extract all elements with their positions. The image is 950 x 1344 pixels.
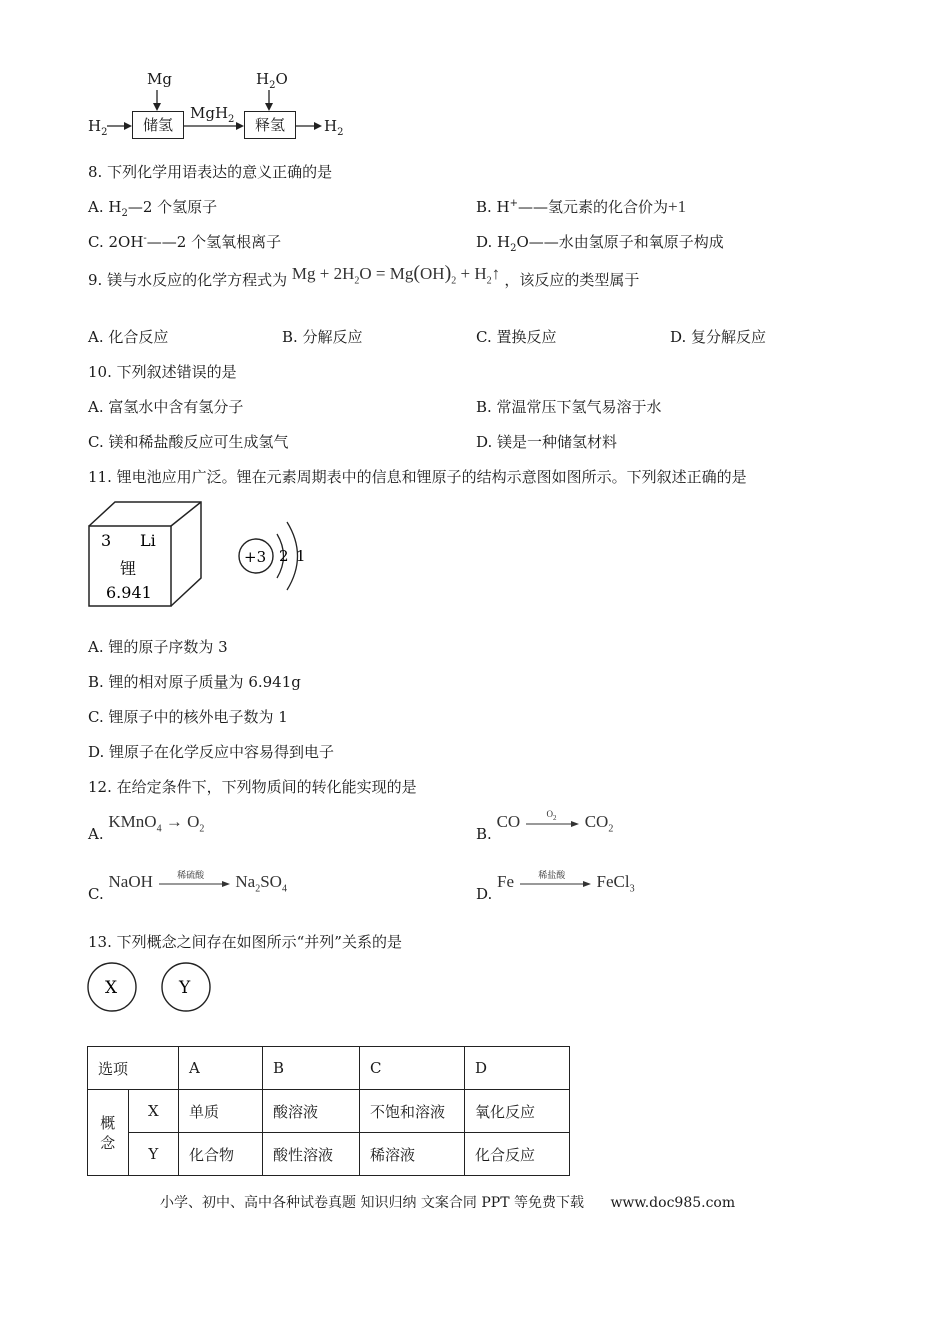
table-cell: 氧化反应 <box>465 1090 570 1133</box>
table-row-key: Y <box>128 1133 178 1176</box>
q12-option-b[interactable]: B. CO $O_2$ $CO_2$ <box>476 809 614 843</box>
circle-x-label: X <box>105 978 118 998</box>
lithium-symbol: Li <box>140 531 156 550</box>
q9-option-b[interactable]: B. 分解反应 <box>282 328 363 346</box>
q10-option-a[interactable]: A. 富氢水中含有氢分子 <box>88 398 244 416</box>
footer-text: 小学、初中、高中各种试卷真题 知识归纳 文案合同 PPT 等免费下载 <box>160 1195 584 1211</box>
condition-arrow: $O_2$ <box>524 813 580 833</box>
table-cell: 酸性溶液 <box>263 1133 360 1176</box>
q9-stem: 9. 镁与水反应的化学方程式为 $Mg + 2H_2O = Mg(OH)_2$ + $H_2↑$ ，该反应的类型属于 <box>88 262 640 289</box>
table-header-cell: 选项 <box>88 1047 179 1090</box>
table-row <box>88 1133 570 1176</box>
diagram-h2-input: $H_2$ <box>88 117 108 138</box>
q11-option-d[interactable]: D. 锂原子在化学反应中容易得到电子 <box>88 743 335 761</box>
lithium-atom-structure <box>232 514 312 598</box>
condition-arrow: 稀硫酸 <box>157 873 231 893</box>
q12-option-c[interactable]: C. NaOH 稀硫酸 $Na_2SO_4$ <box>88 871 287 903</box>
table-cell: 稀溶液 <box>360 1133 465 1176</box>
diagram-storage-box: 储氢 <box>132 111 184 139</box>
footer-url[interactable]: www.doc985.com <box>610 1195 736 1211</box>
table-header-cell: B <box>263 1047 360 1090</box>
condition-arrow: 稀盐酸 <box>518 873 592 893</box>
table-header-cell: A <box>179 1047 263 1090</box>
nucleus-charge: +3 <box>244 548 267 566</box>
q10-option-c[interactable]: C. 镁和稀盐酸反应可生成氢气 <box>88 433 289 451</box>
table-header-cell: C <box>360 1047 465 1090</box>
table-header-row <box>88 1047 570 1090</box>
diagram-mg-label: Mg <box>147 70 172 88</box>
table-cell: 单质 <box>179 1090 263 1133</box>
q11-stem: 11. 锂电池应用广泛。锂在元素周期表中的信息和锂原子的结构示意图如图所示。下列叙述正确的是 <box>88 468 747 486</box>
q8-option-b[interactable]: B. H+——氢元素的化合价为+1 <box>476 197 687 216</box>
q10-stem: 10. 下列叙述错误的是 <box>88 363 237 381</box>
right-arrow-icon: → <box>165 812 183 831</box>
q8-option-c[interactable]: C. 2OH-——2 个氢氧根离子 <box>88 233 282 251</box>
q9-option-a[interactable]: A. 化合反应 <box>88 328 169 346</box>
diagram-h2-output: $H_2$ <box>324 117 344 138</box>
lithium-atomic-number: 3 <box>101 531 112 550</box>
q10-option-b[interactable]: B. 常温常压下氢气易溶于水 <box>476 398 662 416</box>
q11-option-b[interactable]: B. 锂的相对原子质量为 6.941g <box>88 673 301 691</box>
q12-option-a[interactable]: A. KMnO$_4$ → $O_2$ <box>88 812 205 843</box>
shell2-electrons: 1 <box>296 547 306 565</box>
q11-option-c[interactable]: C. 锂原子中的核外电子数为 1 <box>88 708 288 726</box>
diagram-release-box: 释氢 <box>244 111 296 139</box>
q12-a-formula: KMnO$_4$ → $O_2$ <box>108 812 205 835</box>
q9-equation: $Mg + 2H_2O = Mg(OH)_2$ + $H_2↑$ <box>291 262 501 287</box>
lithium-periodic-cell <box>88 500 206 608</box>
q8-stem: 8. 下列化学用语表达的意义正确的是 <box>88 163 333 181</box>
table-cell: 化合物 <box>179 1133 263 1176</box>
table-group-label: 概念 <box>88 1090 129 1176</box>
q12-option-d[interactable]: D. Fe 稀盐酸 FeCl$_3$ <box>476 871 635 903</box>
diagram-h2o-label: $H_2O$ <box>256 70 288 91</box>
table-row <box>88 1090 570 1133</box>
table-cell: 酸溶液 <box>263 1090 360 1133</box>
q13-stem: 13. 下列概念之间存在如图所示“并列”关系的是 <box>88 933 402 951</box>
circle-y-label: Y <box>179 978 191 998</box>
q8-option-d[interactable]: D. $H_2O——$水由氢原子和氧原子构成 <box>476 233 724 254</box>
parallel-relation-diagram <box>86 960 216 1016</box>
page-footer <box>160 1192 735 1212</box>
lithium-atomic-mass: 6.941 <box>106 583 152 602</box>
table-row-key: X <box>128 1090 178 1133</box>
q9-option-d[interactable]: D. 复分解反应 <box>670 328 767 346</box>
q10-option-d[interactable]: D. 镁是一种储氢材料 <box>476 433 618 451</box>
table-cell: 不饱和溶液 <box>360 1090 465 1133</box>
q13-options-table <box>87 1046 570 1176</box>
q8-option-a[interactable]: A. $H_2—2$ 个氢原子 <box>88 198 218 219</box>
diagram-mgh2-label: MgH$_2$ <box>190 104 235 125</box>
q11-option-a[interactable]: A. 锂的原子序数为 3 <box>88 638 228 656</box>
shell1-electrons: 2 <box>279 547 289 565</box>
table-cell: 化合反应 <box>465 1133 570 1176</box>
diagram-arrows <box>0 0 360 150</box>
q9-option-c[interactable]: C. 置换反应 <box>476 328 557 346</box>
table-header-cell: D <box>465 1047 570 1090</box>
q12-stem: 12. 在给定条件下，下列物质间的转化能实现的是 <box>88 778 417 796</box>
lithium-name: 锂 <box>120 559 137 578</box>
